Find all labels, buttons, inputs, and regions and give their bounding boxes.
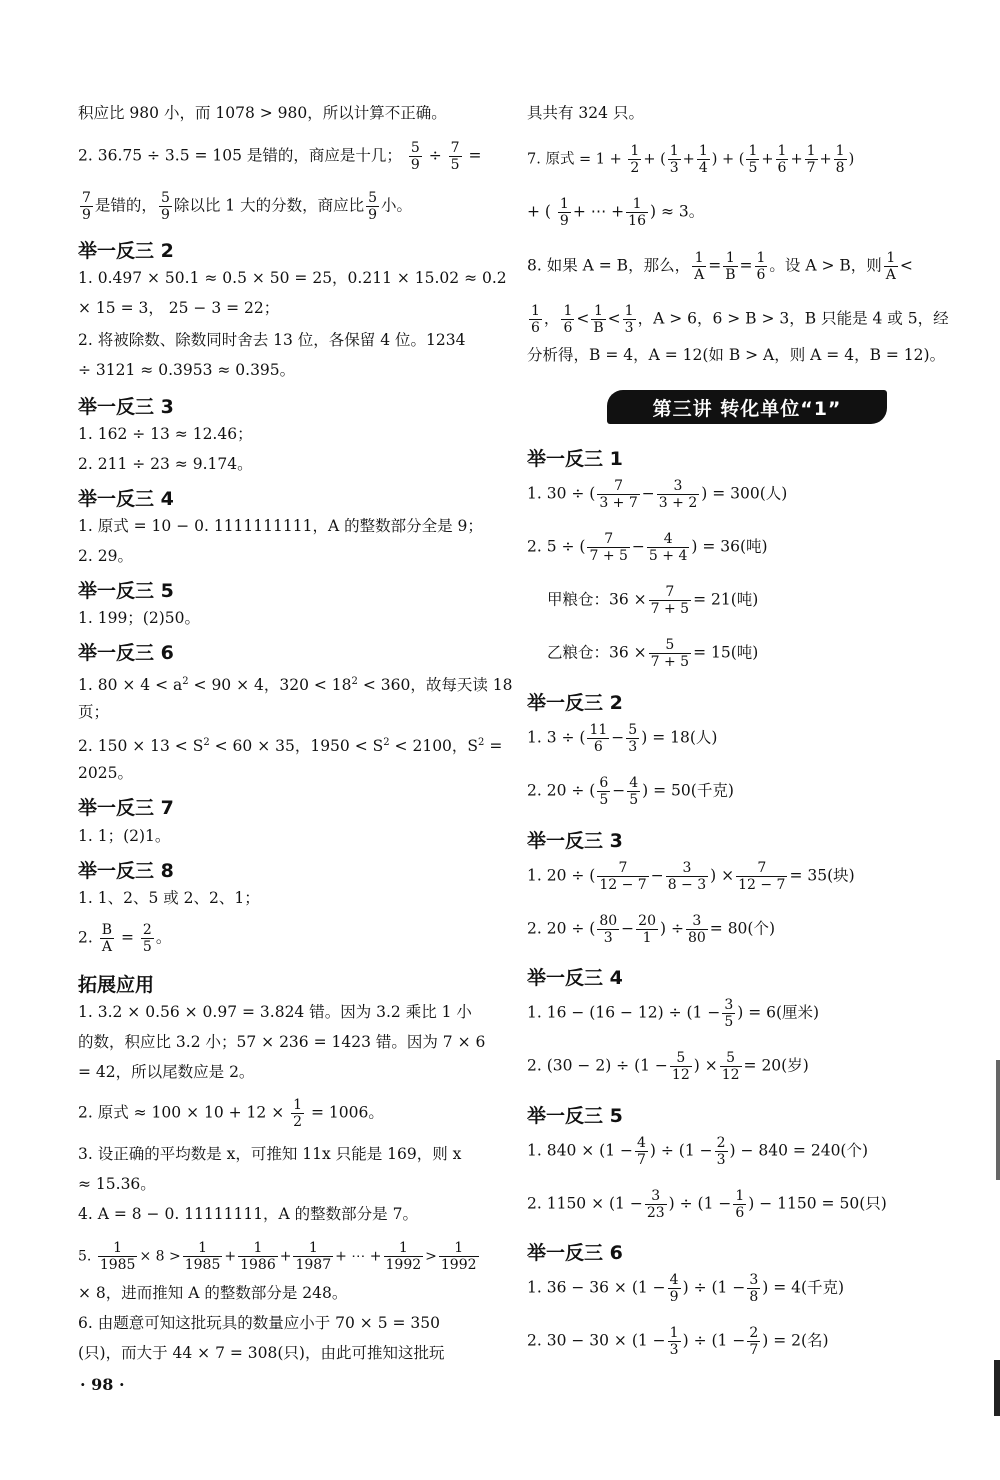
fraction: $\frac{20}{1}$: [638, 913, 656, 946]
fraction: $\frac{1}{1985}$: [99, 1240, 136, 1273]
text-line: 1. 3.2 × 0.56 × 0.97 = 3.824 错。因为 3.2 乘比 1 小: [78, 1003, 472, 1021]
fraction: $\frac{7}{3 + 7}$: [599, 478, 638, 511]
text-line: 1. 162 ÷ 13 ≈ 12.46；: [78, 425, 253, 443]
fraction: $\frac{3}{5}$: [724, 997, 734, 1030]
fraction: $\frac{1}{3}$: [669, 1325, 679, 1358]
text-line: 积应比 980 小，而 1078 > 980，所以计算不正确。: [78, 104, 447, 122]
fraction: $\frac{6}{5}$: [599, 775, 609, 808]
fraction: $\frac{5}{9}$: [368, 190, 377, 223]
text-line: 1. 16 − (16 − 12) ÷ (1 − $\frac{3}{5}$ ) = 6(厘米): [527, 997, 820, 1030]
fraction: $\frac{1}{4}$: [698, 143, 708, 176]
fraction: $\frac{3}{8 - 3}$: [667, 860, 707, 893]
fraction: $\frac{2}{3}$: [716, 1135, 726, 1168]
fraction: $\frac{5}{3}$: [628, 722, 638, 755]
fraction: $\frac{1}{3}$: [669, 143, 679, 176]
fraction: $\frac{1}{7}$: [806, 143, 816, 176]
fraction: $\frac{1}{1992}$: [385, 1240, 422, 1273]
fraction: $\frac{1}{6}$: [563, 303, 573, 336]
text-line: 2. 20 ÷ ( $\frac{6}{5}$ − $\frac{4}{5}$ ) = 50(千克): [527, 775, 734, 808]
text-line: 1. 原式 = 10 − 0. 1111111111，A 的整数部分全是 9；: [78, 517, 483, 535]
section-heading: 举一反三 7: [78, 797, 174, 819]
text-line: 4. A = 8 − 0. 11111111，A 的整数部分是 7。: [78, 1205, 418, 1223]
text-line: 1. 0.497 × 50.1 ≈ 0.5 × 50 = 25，0.211 × 15.02 ≈ 0.2: [78, 269, 507, 287]
text-line: 2. 211 ÷ 23 ≈ 9.174。: [78, 455, 253, 473]
section-heading: 举一反三 5: [78, 580, 174, 602]
fraction: $\frac{7}{7 + 5}$: [650, 584, 690, 617]
fraction: $\frac{7}{5}$: [450, 140, 460, 173]
fraction: $\frac{3}{8}$: [749, 1272, 759, 1305]
text-line: 1. $80 \times 4 < a^2 < 90 \times 4$，$320 < 18^2 < 360$，故每天读 18: [78, 676, 513, 695]
text-line: 的数，积应比 3.2 小；57 × 236 = 1423 错。因为 7 × 6: [78, 1033, 486, 1051]
fraction: $\frac{7}{7 + 5}$: [589, 531, 628, 564]
fraction: $\frac{7}{12 - 7}$: [599, 860, 647, 893]
fraction: $\frac{1}{A}$: [694, 250, 705, 283]
text-line: $\frac{7}{9}$ 是错的， $\frac{5}{9}$ 除以比 1 大的分数，商应比 $\frac{5}{9}$ 小。: [82, 190, 413, 223]
text-line: × 15 = 3， 25 − 3 = 22；: [78, 299, 280, 317]
section-heading: 举一反三 4: [527, 967, 623, 989]
text-line: 1. 3 ÷ ( $\frac{11}{6}$ − $\frac{5}{3}$ ) = 18(人): [527, 722, 718, 755]
fraction: $\frac{4}{5}$: [629, 775, 639, 808]
fraction: $\frac{1}{5}$: [748, 143, 758, 176]
text-line: 1. 840 × (1 − $\frac{4}{7}$ ) ÷ (1 − $\frac{2}{3}$ ) − 840 = 240(个): [527, 1135, 869, 1168]
fraction: $\frac{3}{23}$: [646, 1188, 665, 1221]
text-line: 8. 如果 A = B，那么， $\frac{1}{A}$ = $\frac{1}{B}$ = $\frac{1}{6}$ 。设 A > B，则 $\frac{1}{A}$ <: [527, 250, 913, 283]
fraction: $\frac{2}{5}$: [142, 922, 152, 955]
text-line: 2. 原式 ≈ 100 × 10 + 12 × $\frac{1}{2}$ = 1006。: [78, 1097, 384, 1130]
section-heading: 举一反三 6: [527, 1242, 623, 1264]
fraction: $\frac{4}{5 + 4}$: [648, 531, 688, 564]
text-line: 2. $150 \times 13 < S^2 < 60 \times 35$，$1950 < S^2 < 2100$，$S^2$ =: [78, 737, 503, 756]
fraction: $\frac{7}{12 - 7}$: [738, 860, 786, 893]
text-line: 3. 设正确的平均数是 x，可推知 11x 只能是 169，则 x: [78, 1145, 462, 1163]
text-line: 1. 20 ÷ ( $\frac{7}{12 - 7}$ − $\frac{3}{8 - 3}$ ) × $\frac{7}{12 - 7}$ = 35(块): [527, 860, 855, 893]
section-heading: 拓展应用: [78, 974, 155, 996]
section-heading: 举一反三 3: [78, 396, 174, 418]
text-line: 7. 原式 = 1 + $\frac{1}{2}$ + ( $\frac{1}{3}$ + $\frac{1}{4}$ ) + ( $\frac{1}{5}$ + $\frac{1}{6}$ + $\frac{1}{7}$ + $\frac{1}{8}$ ): [527, 143, 855, 176]
fraction: $\frac{2}{7}$: [749, 1325, 759, 1358]
section-heading: 举一反三 8: [78, 860, 174, 882]
section-heading: 举一反三 1: [527, 448, 623, 470]
fraction: $\frac{7}{9}$: [82, 190, 91, 223]
fraction: $\frac{1}{1985}$: [184, 1240, 221, 1273]
text-line: 2. 1150 × (1 − $\frac{3}{23}$ ) ÷ (1 − $\frac{1}{6}$ ) − 1150 = 50(只): [527, 1188, 887, 1221]
fraction: $\frac{1}{6}$: [735, 1188, 745, 1221]
text-line: 1. 1；(2)1。: [78, 827, 171, 845]
fraction: $\frac{1}{1987}$: [295, 1240, 332, 1273]
text-line: 2. 30 − 30 × (1 − $\frac{1}{3}$ ) ÷ (1 − $\frac{2}{7}$ ) = 2(名): [527, 1325, 829, 1358]
fraction: $\frac{1}{B}$: [725, 250, 736, 283]
fraction: $\frac{1}{6}$: [777, 143, 787, 176]
fraction: $\frac{1}{6}$: [756, 250, 766, 283]
chapter-banner: 第三讲 转化单位“1”: [607, 390, 887, 424]
text-line: 6. 由题意可知这批玩具的数量应小于 70 × 5 = 350: [78, 1314, 440, 1332]
fraction: $\frac{5}{7 + 5}$: [650, 637, 690, 670]
text-line: 1. 36 − 36 × (1 − $\frac{4}{9}$ ) ÷ (1 − $\frac{3}{8}$ ) = 4(千克): [527, 1272, 845, 1305]
text-line: 1. 199；(2)50。: [78, 609, 200, 627]
text-line: 2025。: [78, 764, 133, 782]
text-line: 甲粮仓：36 × $\frac{7}{7 + 5}$ = 21(吨): [547, 584, 759, 617]
section-heading: 举一反三 2: [527, 692, 623, 714]
section-heading: 举一反三 6: [78, 642, 174, 664]
fraction: $\frac{1}{2}$: [293, 1097, 303, 1130]
fraction: $\frac{5}{9}$: [160, 190, 170, 223]
fraction: $\frac{5}{9}$: [410, 140, 420, 173]
text-line: 具共有 324 只。: [527, 104, 644, 122]
fraction: $\frac{1}{2}$: [630, 143, 640, 176]
fraction: $\frac{1}{3}$: [624, 303, 634, 336]
fraction: $\frac{1}{9}$: [559, 196, 569, 229]
text-line: 乙粮仓：36 × $\frac{5}{7 + 5}$ = 15(吨): [547, 637, 759, 670]
page-edge-shadow: [994, 1360, 1000, 1416]
fraction: $\frac{4}{7}$: [636, 1135, 646, 1168]
fraction: $\frac{4}{9}$: [669, 1272, 679, 1305]
fraction: $\frac{1}{16}$: [628, 196, 646, 229]
fraction: $\frac{1}{6}$: [531, 303, 540, 336]
fraction: $\frac{1}{A}$: [885, 250, 896, 283]
section-heading: 举一反三 2: [78, 240, 174, 262]
text-line: 2. 29。: [78, 547, 133, 565]
fraction: $\frac{11}{6}$: [589, 722, 608, 755]
text-line: $\frac{1}{6}$ ， $\frac{1}{6}$ < $\frac{1}{B}$ < $\frac{1}{3}$ ，A > 6，6 > B > 3，B 只能是 4 或 5，经: [531, 303, 949, 336]
text-line: 5. $\frac{1}{1985}$ × 8 > $\frac{1}{1985}$ + $\frac{1}{1986}$ + $\frac{1}{1987}$ + ⋯ + $\frac{1}{1992}$ > $\frac{1}{1992}$: [78, 1240, 477, 1273]
page-edge-shadow: [996, 1060, 1000, 1180]
fraction: $\frac{1}{1986}$: [240, 1240, 276, 1273]
text-line: 2. 20 ÷ ( $\frac{80}{3}$ − $\frac{20}{1}$ ) ÷ $\frac{3}{80}$ = 80(个): [527, 913, 776, 946]
page-number: · 98 ·: [80, 1375, 125, 1394]
text-line: = 42，所以尾数应是 2。: [78, 1063, 255, 1081]
fraction: $\frac{5}{12}$: [671, 1050, 690, 1083]
section-heading: 举一反三 3: [527, 830, 623, 852]
text-line: 2. (30 − 2) ÷ (1 − $\frac{5}{12}$ ) × $\frac{5}{12}$ = 20(岁): [527, 1050, 809, 1083]
fraction: $\frac{B}{A}$: [101, 922, 113, 955]
text-line: 1. 30 ÷ ( $\frac{7}{3 + 7}$ − $\frac{3}{3 + 2}$ ) = 300(人): [527, 478, 788, 511]
section-heading: 举一反三 4: [78, 488, 174, 510]
text-line: 2. 5 ÷ ( $\frac{7}{7 + 5}$ − $\frac{4}{5 + 4}$ ) = 36(吨): [527, 531, 768, 564]
fraction: $\frac{5}{12}$: [721, 1050, 740, 1083]
text-line: 分析得，B = 4，A = 12(如 B > A，则 A = 4，B = 12)。: [527, 346, 946, 364]
fraction: $\frac{3}{80}$: [687, 913, 706, 946]
text-line: 2. 36.75 ÷ 3.5 = 105 是错的，商应是十几； $\frac{5}{9}$ ÷ $\frac{7}{5}$ =: [78, 140, 482, 173]
text-line: × 8，进而推知 A 的整数部分是 248。: [78, 1284, 348, 1302]
section-heading: 举一反三 5: [527, 1105, 623, 1127]
fraction: $\frac{1}{B}$: [593, 303, 604, 336]
text-line: ÷ 3121 ≈ 0.3953 ≈ 0.395。: [78, 361, 296, 379]
text-line: + ( $\frac{1}{9}$ + ⋯ + $\frac{1}{16}$ ) ≈ 3。: [527, 196, 705, 229]
fraction: $\frac{1}{1992}$: [440, 1240, 477, 1273]
text-line: 页；: [78, 703, 110, 721]
text-line: 1. 1、2、5 或 2、2、1；: [78, 889, 260, 907]
text-line: ≈ 15.36。: [78, 1175, 156, 1193]
text-line: (只)，而大于 44 × 7 = 308(只)，由此可推知这批玩: [78, 1344, 445, 1362]
text-line: 2. 将被除数、除数同时舍去 13 位，各保留 4 位。1234: [78, 331, 466, 349]
fraction: $\frac{1}{8}$: [835, 143, 845, 176]
fraction: $\frac{80}{3}$: [599, 913, 618, 946]
fraction: $\frac{3}{3 + 2}$: [658, 478, 698, 511]
text-line: 2. $\frac{B}{A}$ = $\frac{2}{5}$ 。: [78, 922, 172, 955]
